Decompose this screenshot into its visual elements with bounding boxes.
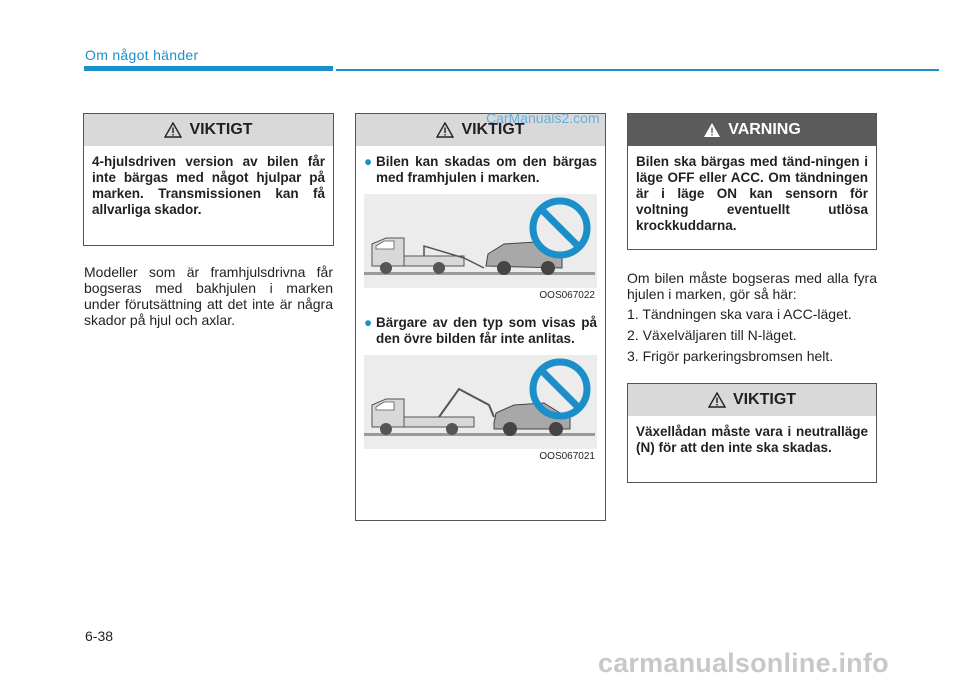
right-intro: Om bilen måste bogseras med alla fyra hjulen i marken, gör så här: <box>627 270 877 302</box>
left-paragraph: Modeller som är framhjulsdrivna får bogseras med bakhjulen i marken under förutsättning att det inte är några skador på hjul och axlar. <box>84 264 333 328</box>
bullet-text: Bärgare av den typ som visas på den övre bilden får inte anlitas. <box>376 315 597 346</box>
image-code: OOS067021 <box>539 451 595 462</box>
caution-bullet-2 <box>356 301 605 347</box>
caution-title: VIKTIGT <box>732 391 797 408</box>
step-3: 3. Frigör parkeringsbromsen helt. <box>627 348 834 364</box>
caution-header <box>628 384 876 416</box>
caution-triangle-icon <box>436 122 454 138</box>
caution-box-right <box>627 383 877 483</box>
watermark-bottom: carmanualsonline.info <box>598 648 889 678</box>
section-title: Om något händer <box>85 47 199 63</box>
caution-bullet-1 <box>356 146 605 186</box>
caution-title: VIKTIGT <box>461 121 525 138</box>
step-1: 1. Tändningen ska vara i ACC-läget. <box>627 306 852 322</box>
caution-text: Växellådan måste vara i neutralläge (N) för att den inte ska skadas. <box>636 424 868 455</box>
step-2: 2. Växelväljaren till N-läget. <box>627 327 797 343</box>
warning-title: VARNING <box>728 121 801 138</box>
watermark-top: CarManuals2.com <box>486 110 600 126</box>
caution-triangle-icon <box>708 392 726 408</box>
caution-text: 4-hjulsdriven version av bilen får inte bärgas med något hjulpar på marken. Transmissionen kan få allvarliga skador. <box>92 154 325 217</box>
tow-illustration-wheel-lift <box>364 355 597 449</box>
bullet-dot-icon: ● <box>364 315 373 330</box>
tow-illustration-front-wheels <box>364 194 597 288</box>
image-code: OOS067022 <box>539 290 595 301</box>
caution-box-left <box>83 113 334 246</box>
page-number: 6-38 <box>85 628 114 644</box>
caution-triangle-icon <box>164 122 182 138</box>
caution-title: VIKTIGT <box>189 121 253 138</box>
header-bar <box>84 66 333 71</box>
bullet-text: Bilen kan skadas om den bärgas med framhjulen i marken. <box>376 154 597 185</box>
bullet-dot-icon: ● <box>364 154 373 169</box>
header-rule <box>336 69 939 71</box>
warning-triangle-icon <box>703 122 721 138</box>
warning-text: Bilen ska bärgas med tänd-ningen i läge OFF eller ACC. Om tändningen är i läge ON kan sensorn för voltning eventuellt utlösa krockkuddarna. <box>636 154 868 233</box>
warning-header <box>628 114 876 146</box>
caution-header <box>84 114 333 146</box>
caution-box-middle <box>355 113 606 521</box>
warning-box <box>627 113 877 250</box>
